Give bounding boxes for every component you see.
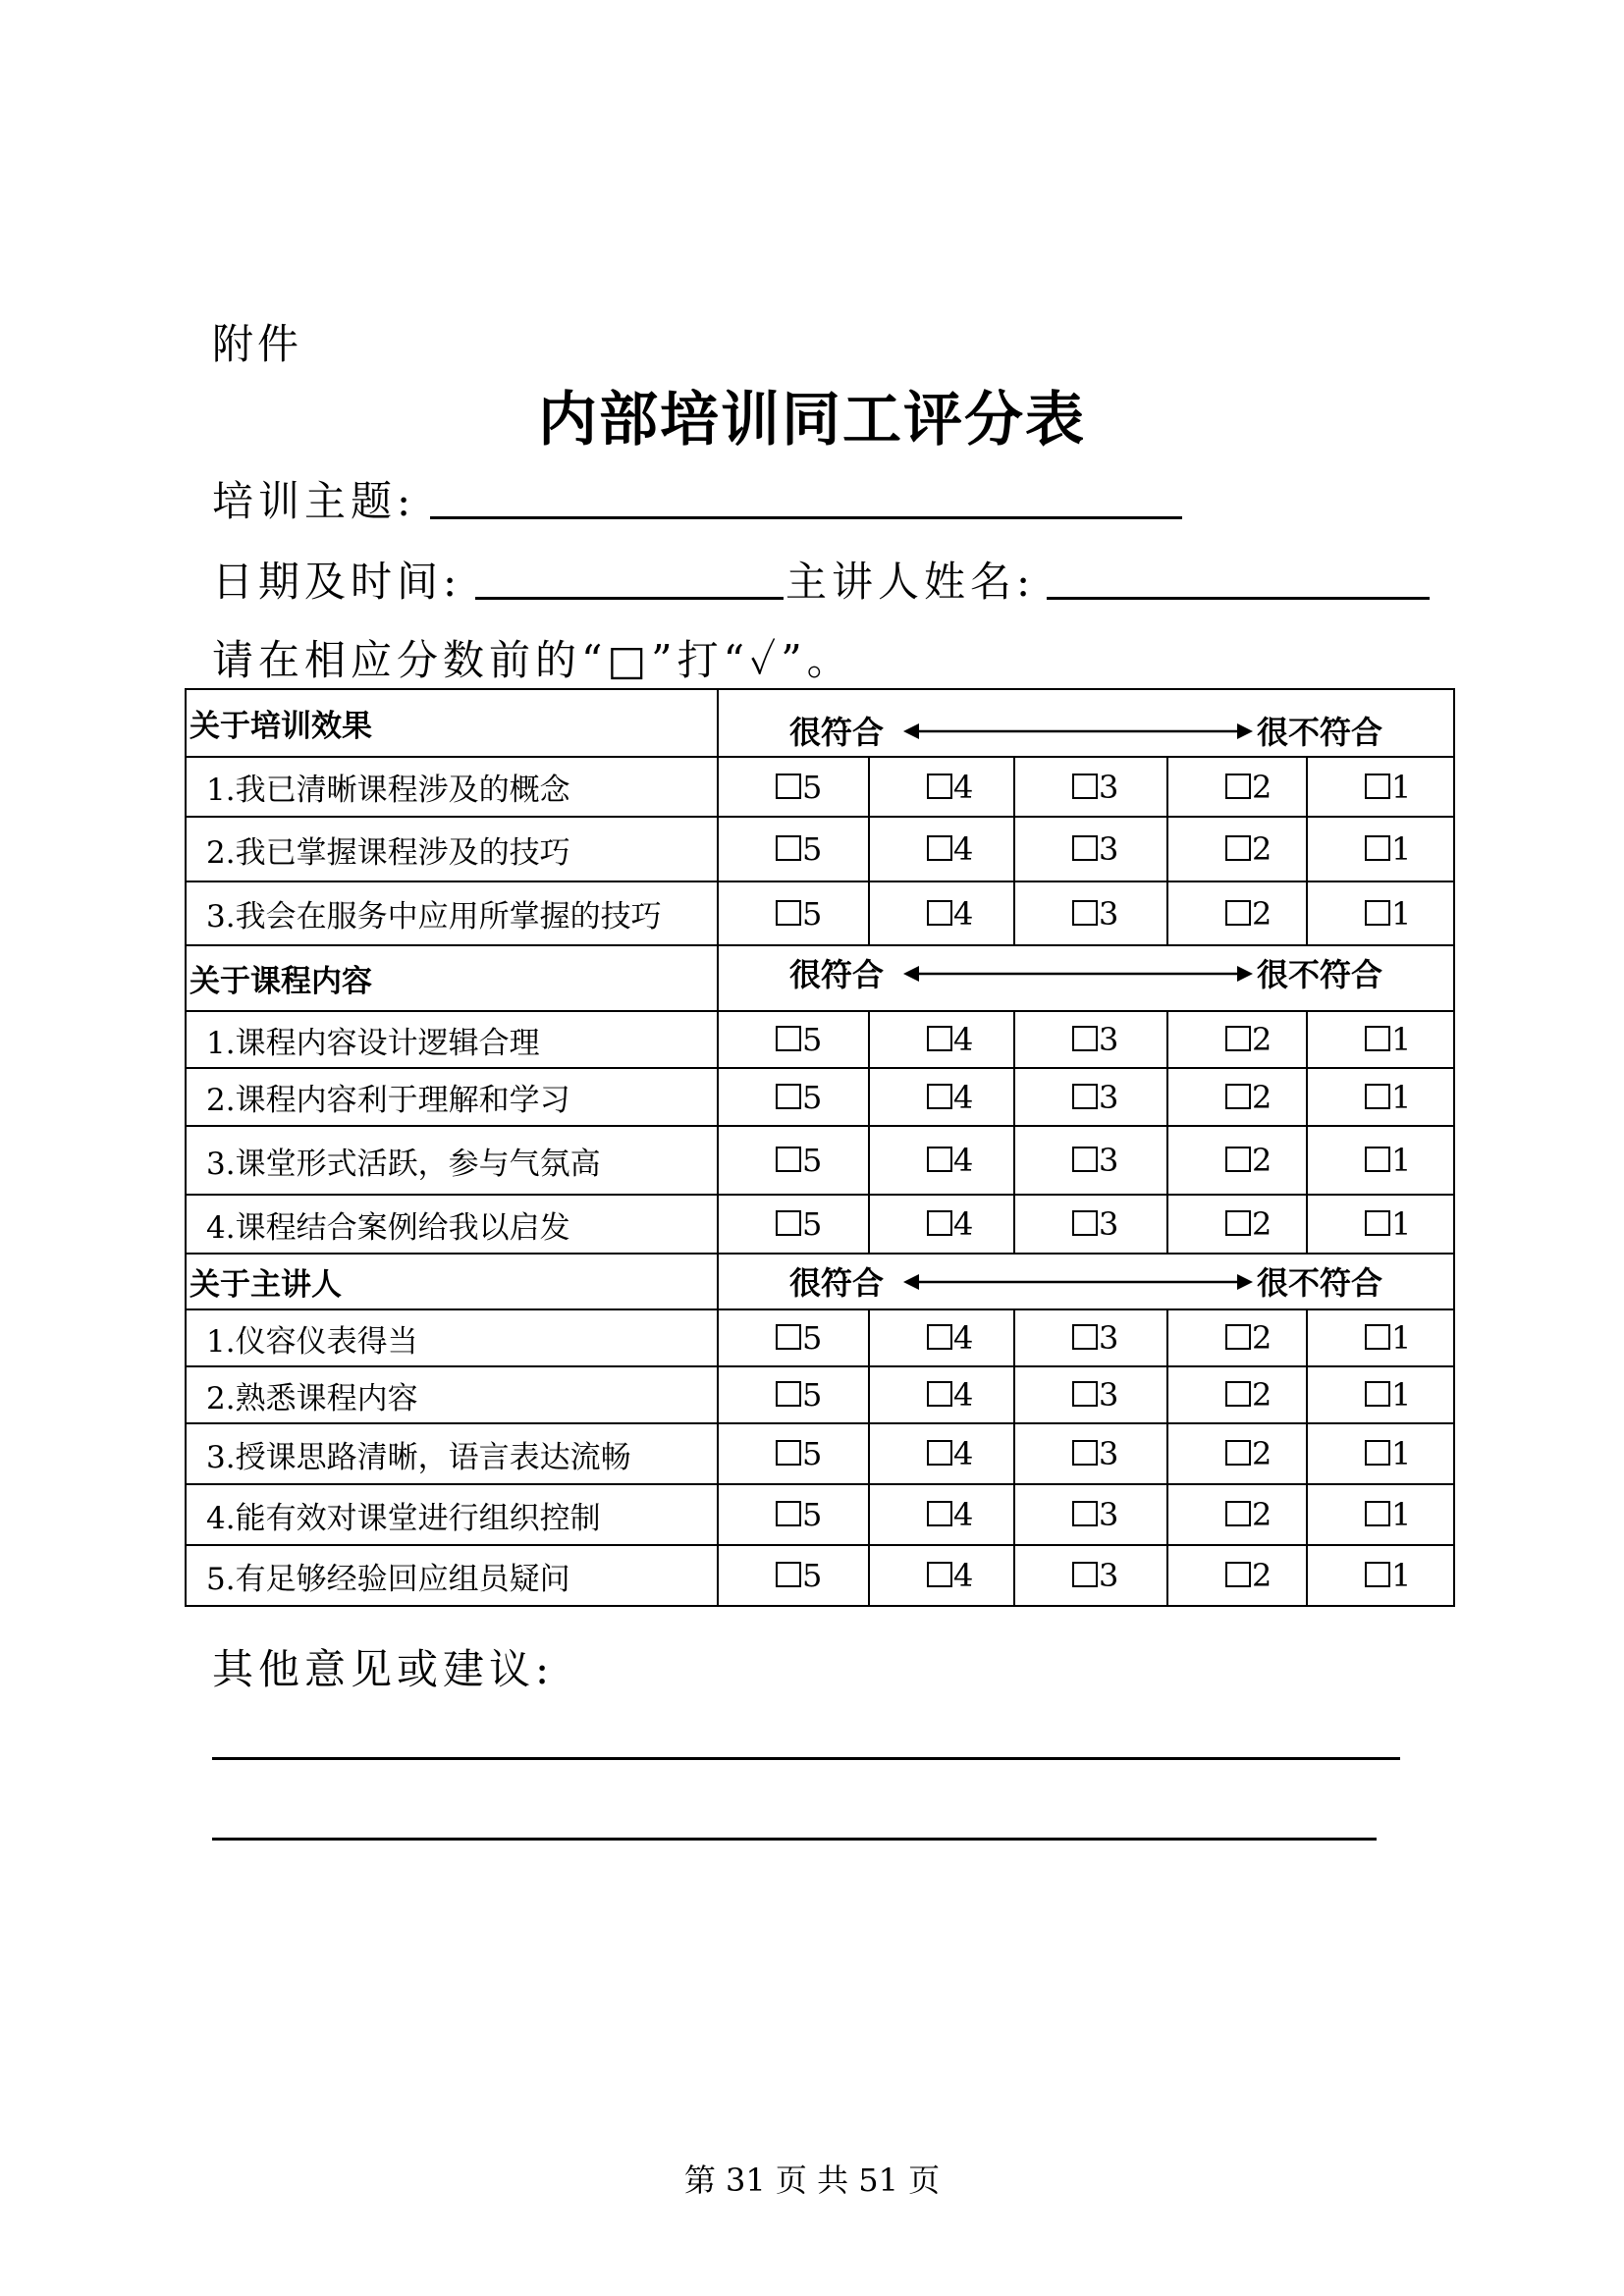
section-heading-training-effect: 关于培训效果: [186, 689, 718, 757]
score-value: 4: [953, 1319, 974, 1357]
score-value: 5: [802, 1319, 823, 1357]
other-comments-label: 其他意见或建议:: [212, 1645, 555, 1693]
checkbox-icon[interactable]: [1072, 835, 1098, 861]
checkbox-icon[interactable]: [1072, 1084, 1098, 1109]
table-row: [186, 1484, 1454, 1545]
checkbox-icon[interactable]: [927, 835, 952, 861]
score-value: 2: [1252, 1376, 1272, 1414]
checkbox-icon[interactable]: [776, 900, 801, 926]
checkbox-icon[interactable]: [1225, 835, 1251, 861]
score-value: 3: [1099, 1557, 1119, 1594]
score-value: 1: [1391, 1021, 1412, 1058]
score-option-1[interactable]: [1307, 1366, 1454, 1423]
comment-line-1[interactable]: [212, 1757, 1400, 1760]
checkbox-icon[interactable]: [1225, 1084, 1251, 1109]
score-value: 3: [1099, 1021, 1119, 1058]
checkbox-icon[interactable]: [1072, 1324, 1098, 1350]
score-value: 2: [1252, 894, 1272, 933]
checkbox-icon[interactable]: [1365, 1210, 1390, 1236]
score-value: 2: [1252, 830, 1272, 868]
score-value: 1: [1391, 894, 1412, 933]
score-value: 3: [1099, 830, 1119, 868]
score-option-4[interactable]: [869, 1545, 1014, 1606]
score-option-3[interactable]: [1014, 1126, 1167, 1195]
score-value: 4: [953, 1557, 974, 1594]
score-option-4[interactable]: [869, 1309, 1014, 1366]
score-option-2[interactable]: [1167, 757, 1307, 817]
score-option-5[interactable]: [718, 1011, 869, 1068]
section-header-row-training-effect: [186, 689, 1454, 757]
topic-label: 培训主题:: [212, 477, 416, 525]
checkbox-icon[interactable]: [927, 1026, 952, 1051]
checkbox-icon[interactable]: [776, 1501, 801, 1526]
score-option-1[interactable]: [1307, 1309, 1454, 1366]
score-option-2[interactable]: [1167, 1126, 1307, 1195]
checkbox-icon[interactable]: [1365, 1026, 1390, 1051]
score-option-2[interactable]: [1167, 1545, 1307, 1606]
rating-item-label: 1.我已清晰课程涉及的概念: [186, 757, 718, 817]
table-row: [186, 1545, 1454, 1606]
score-value: 5: [802, 1557, 823, 1594]
score-option-5[interactable]: [718, 881, 869, 945]
score-option-4[interactable]: [869, 1366, 1014, 1423]
table-row: [186, 1195, 1454, 1254]
scale-cell: [718, 689, 1454, 757]
score-option-3[interactable]: [1014, 1309, 1167, 1366]
checkbox-icon[interactable]: [927, 900, 952, 926]
section-heading-course-content: 关于课程内容: [186, 945, 718, 1011]
footer-current-page: 31: [726, 2162, 766, 2199]
checkbox-icon[interactable]: [1225, 774, 1251, 799]
checkbox-icon[interactable]: [776, 835, 801, 861]
score-value: 1: [1391, 1496, 1412, 1533]
checkbox-icon[interactable]: [1225, 1324, 1251, 1350]
scale-cell: [718, 1254, 1454, 1309]
checkbox-icon[interactable]: [927, 1084, 952, 1109]
score-value: 5: [802, 1376, 823, 1414]
score-option-3[interactable]: [1014, 757, 1167, 817]
score-value: 1: [1391, 1142, 1412, 1179]
table-row: [186, 881, 1454, 945]
section-heading-speaker: 关于主讲人: [186, 1254, 718, 1309]
score-option-2[interactable]: [1167, 881, 1307, 945]
checkbox-icon[interactable]: [1365, 1501, 1390, 1526]
score-value: 1: [1391, 1435, 1412, 1472]
score-value: 5: [802, 1496, 823, 1533]
datetime-label: 日期及时间:: [212, 558, 462, 606]
checkbox-icon[interactable]: [776, 1381, 801, 1407]
score-value: 1: [1391, 1376, 1412, 1414]
rating-item-label: 2.我已掌握课程涉及的技巧: [186, 817, 718, 881]
score-value: 4: [953, 1021, 974, 1058]
score-option-4[interactable]: [869, 1423, 1014, 1484]
score-value: 5: [802, 1078, 823, 1116]
checkbox-icon[interactable]: [776, 1440, 801, 1466]
score-value: 2: [1252, 768, 1272, 806]
score-value: 1: [1391, 1319, 1412, 1357]
table-row: [186, 817, 1454, 881]
score-value: 3: [1099, 1496, 1119, 1533]
score-option-3[interactable]: [1014, 1423, 1167, 1484]
checkbox-icon[interactable]: [1225, 1562, 1251, 1587]
score-option-5[interactable]: [718, 757, 869, 817]
checkbox-icon[interactable]: [1365, 1084, 1390, 1109]
score-option-5[interactable]: [718, 1309, 869, 1366]
score-option-5[interactable]: [718, 1195, 869, 1254]
checkbox-icon[interactable]: [1072, 774, 1098, 799]
checkbox-icon[interactable]: [927, 1147, 952, 1172]
score-option-1[interactable]: [1307, 1195, 1454, 1254]
score-value: 2: [1252, 1496, 1272, 1533]
score-value: 3: [1099, 1376, 1119, 1414]
score-option-1[interactable]: [1307, 1545, 1454, 1606]
topic-input-line[interactable]: [430, 516, 1182, 519]
checkbox-icon[interactable]: [1365, 1562, 1390, 1587]
rating-item-label: 2.熟悉课程内容: [186, 1366, 718, 1423]
footer-mid: 页 共: [775, 2162, 849, 2199]
footer-prefix: 第: [683, 2162, 716, 2199]
score-value: 3: [1099, 1078, 1119, 1116]
table-row: [186, 1068, 1454, 1126]
score-option-3[interactable]: [1014, 817, 1167, 881]
score-value: 4: [953, 1496, 974, 1533]
checkbox-icon[interactable]: [776, 1324, 801, 1350]
score-option-3[interactable]: [1014, 1545, 1167, 1606]
score-option-3[interactable]: [1014, 1484, 1167, 1545]
score-option-3[interactable]: [1014, 1068, 1167, 1126]
score-option-4[interactable]: [869, 1011, 1014, 1068]
checkbox-icon[interactable]: [927, 774, 952, 799]
checkbox-icon[interactable]: [1225, 1440, 1251, 1466]
score-option-5[interactable]: [718, 1366, 869, 1423]
score-value: 5: [802, 1435, 823, 1472]
score-value: 3: [1099, 768, 1119, 806]
score-option-2[interactable]: [1167, 1423, 1307, 1484]
score-value: 3: [1099, 1435, 1119, 1472]
double-arrow-icon: [903, 1272, 1253, 1292]
score-option-3[interactable]: [1014, 1011, 1167, 1068]
score-value: 2: [1252, 1319, 1272, 1357]
checkbox-icon[interactable]: [776, 1147, 801, 1172]
score-option-1[interactable]: [1307, 1011, 1454, 1068]
score-option-1[interactable]: [1307, 1484, 1454, 1545]
score-value: 5: [802, 1142, 823, 1179]
score-option-4[interactable]: [869, 817, 1014, 881]
score-option-1[interactable]: [1307, 1068, 1454, 1126]
score-option-1[interactable]: [1307, 817, 1454, 881]
checkbox-icon[interactable]: [1365, 1324, 1390, 1350]
checkbox-icon[interactable]: [776, 1562, 801, 1587]
footer-total-pages: 51: [858, 2162, 898, 2199]
checkbox-icon[interactable]: [1225, 1026, 1251, 1051]
page-title: 内部培训同工评分表: [538, 386, 1086, 454]
score-value: 1: [1391, 1205, 1412, 1243]
rating-item-label: 3.我会在服务中应用所掌握的技巧: [186, 881, 718, 945]
score-option-1[interactable]: [1307, 1423, 1454, 1484]
score-option-5[interactable]: [718, 1068, 869, 1126]
score-value: 3: [1099, 1142, 1119, 1179]
checkbox-icon[interactable]: [927, 1324, 952, 1350]
score-option-5[interactable]: [718, 1484, 869, 1545]
score-option-1[interactable]: [1307, 881, 1454, 945]
checkbox-icon[interactable]: [776, 1210, 801, 1236]
comment-line-2[interactable]: [212, 1838, 1377, 1841]
checkbox-icon[interactable]: [1072, 1440, 1098, 1466]
score-option-1[interactable]: [1307, 1126, 1454, 1195]
score-option-3[interactable]: [1014, 1195, 1167, 1254]
score-option-1[interactable]: [1307, 757, 1454, 817]
table-row: [186, 757, 1454, 817]
score-value: 2: [1252, 1435, 1272, 1472]
score-value: 4: [953, 768, 974, 806]
scale-left-label: 很符合: [789, 714, 885, 751]
section-header-row-course-content: [186, 945, 1454, 1011]
scale-left-label: 很符合: [789, 956, 885, 993]
score-option-2[interactable]: [1167, 1195, 1307, 1254]
score-value: 2: [1252, 1557, 1272, 1594]
score-value: 1: [1391, 830, 1412, 868]
checkbox-icon[interactable]: [1225, 1210, 1251, 1236]
scale-right-label: 很不符合: [1257, 714, 1383, 751]
checkbox-icon[interactable]: [1072, 1381, 1098, 1407]
score-value: 5: [802, 830, 823, 868]
checkbox-icon[interactable]: [1365, 1147, 1390, 1172]
score-option-4[interactable]: [869, 1484, 1014, 1545]
score-option-4[interactable]: [869, 757, 1014, 817]
table-row: [186, 1126, 1454, 1195]
scale-left-label: 很符合: [789, 1264, 885, 1302]
score-option-2[interactable]: [1167, 1484, 1307, 1545]
checkbox-icon[interactable]: [776, 1026, 801, 1051]
checkbox-icon[interactable]: [1225, 1381, 1251, 1407]
checkbox-icon[interactable]: [1365, 774, 1390, 799]
score-option-2[interactable]: [1167, 1366, 1307, 1423]
score-option-5[interactable]: [718, 1126, 869, 1195]
checkbox-icon[interactable]: [927, 1501, 952, 1526]
score-value: 4: [953, 1376, 974, 1414]
score-option-2[interactable]: [1167, 1011, 1307, 1068]
rating-table: [185, 688, 1455, 1607]
checkbox-icon[interactable]: [1072, 1147, 1098, 1172]
checkbox-icon[interactable]: [927, 1440, 952, 1466]
score-value: 4: [953, 1205, 974, 1243]
checkbox-icon[interactable]: [1225, 1147, 1251, 1172]
score-value: 1: [1391, 768, 1412, 806]
score-value: 5: [802, 768, 823, 806]
checkbox-icon[interactable]: [776, 1084, 801, 1109]
checkbox-icon[interactable]: [927, 1210, 952, 1236]
rating-item-label: 4.能有效对课堂进行组织控制: [186, 1484, 718, 1545]
score-option-4[interactable]: [869, 1195, 1014, 1254]
checkbox-icon[interactable]: [1365, 1381, 1390, 1407]
score-option-5[interactable]: [718, 1545, 869, 1606]
double-arrow-icon: [903, 964, 1253, 984]
checkbox-icon[interactable]: [776, 774, 801, 799]
table-row: [186, 1366, 1454, 1423]
checkbox-icon[interactable]: [1365, 1440, 1390, 1466]
score-option-3[interactable]: [1014, 881, 1167, 945]
score-option-5[interactable]: [718, 1423, 869, 1484]
score-option-4[interactable]: [869, 1126, 1014, 1195]
double-arrow-icon: [903, 721, 1253, 741]
section-header-row-speaker: [186, 1254, 1454, 1309]
score-option-5[interactable]: [718, 817, 869, 881]
table-row: [186, 1309, 1454, 1366]
instruction-text: 请在相应分数前的“□”打“✓”。: [212, 636, 853, 684]
table-row: [186, 1423, 1454, 1484]
score-option-4[interactable]: [869, 1068, 1014, 1126]
datetime-input-line[interactable]: [475, 597, 784, 600]
rating-item-label: 2.课程内容利于理解和学习: [186, 1068, 718, 1126]
speaker-label: 主讲人姓名:: [785, 558, 1036, 606]
rating-item-label: 3.授课思路清晰，语言表达流畅: [186, 1423, 718, 1484]
score-option-2[interactable]: [1167, 1309, 1307, 1366]
checkbox-icon[interactable]: [1225, 900, 1251, 926]
scale-right-label: 很不符合: [1257, 1264, 1383, 1302]
score-value: 2: [1252, 1142, 1272, 1179]
rating-item-label: 5.有足够经验回应组员疑问: [186, 1545, 718, 1606]
rating-item-label: 1.课程内容设计逻辑合理: [186, 1011, 718, 1068]
score-value: 1: [1391, 1557, 1412, 1594]
checkbox-icon[interactable]: [927, 1562, 952, 1587]
score-option-2[interactable]: [1167, 817, 1307, 881]
score-value: 2: [1252, 1021, 1272, 1058]
score-value: 5: [802, 894, 823, 933]
score-value: 5: [802, 1021, 823, 1058]
score-option-2[interactable]: [1167, 1068, 1307, 1126]
rating-item-label: 1.仪容仪表得当: [186, 1309, 718, 1366]
checkbox-icon[interactable]: [1072, 1026, 1098, 1051]
checkbox-icon[interactable]: [927, 1381, 952, 1407]
checkbox-icon[interactable]: [1365, 835, 1390, 861]
score-value: 4: [953, 830, 974, 868]
scale-cell: [718, 945, 1454, 1011]
checkbox-icon[interactable]: [1072, 1562, 1098, 1587]
table-row: [186, 1011, 1454, 1068]
score-value: 2: [1252, 1205, 1272, 1243]
score-value: 2: [1252, 1078, 1272, 1116]
scale-right-label: 很不符合: [1257, 956, 1383, 993]
score-value: 4: [953, 1142, 974, 1179]
score-value: 3: [1099, 1319, 1119, 1357]
page-footer: [0, 2156, 1624, 2201]
score-value: 3: [1099, 1205, 1119, 1243]
score-option-3[interactable]: [1014, 1366, 1167, 1423]
score-value: 1: [1391, 1078, 1412, 1116]
checkbox-icon[interactable]: [1225, 1501, 1251, 1526]
checkbox-icon[interactable]: [1072, 900, 1098, 926]
checkbox-icon[interactable]: [1365, 900, 1390, 926]
attachment-label: 附件: [212, 320, 303, 368]
rating-item-label: 3.课堂形式活跃，参与气氛高: [186, 1126, 718, 1195]
score-value: 4: [953, 1078, 974, 1116]
footer-suffix: 页: [908, 2162, 941, 2199]
score-value: 4: [953, 894, 974, 933]
score-option-4[interactable]: [869, 881, 1014, 945]
checkbox-icon[interactable]: [1072, 1501, 1098, 1526]
speaker-input-line[interactable]: [1047, 597, 1430, 600]
checkbox-icon[interactable]: [1072, 1210, 1098, 1236]
score-value: 5: [802, 1205, 823, 1243]
rating-item-label: 4.课程结合案例给我以启发: [186, 1195, 718, 1254]
score-value: 3: [1099, 894, 1119, 933]
score-value: 4: [953, 1435, 974, 1472]
